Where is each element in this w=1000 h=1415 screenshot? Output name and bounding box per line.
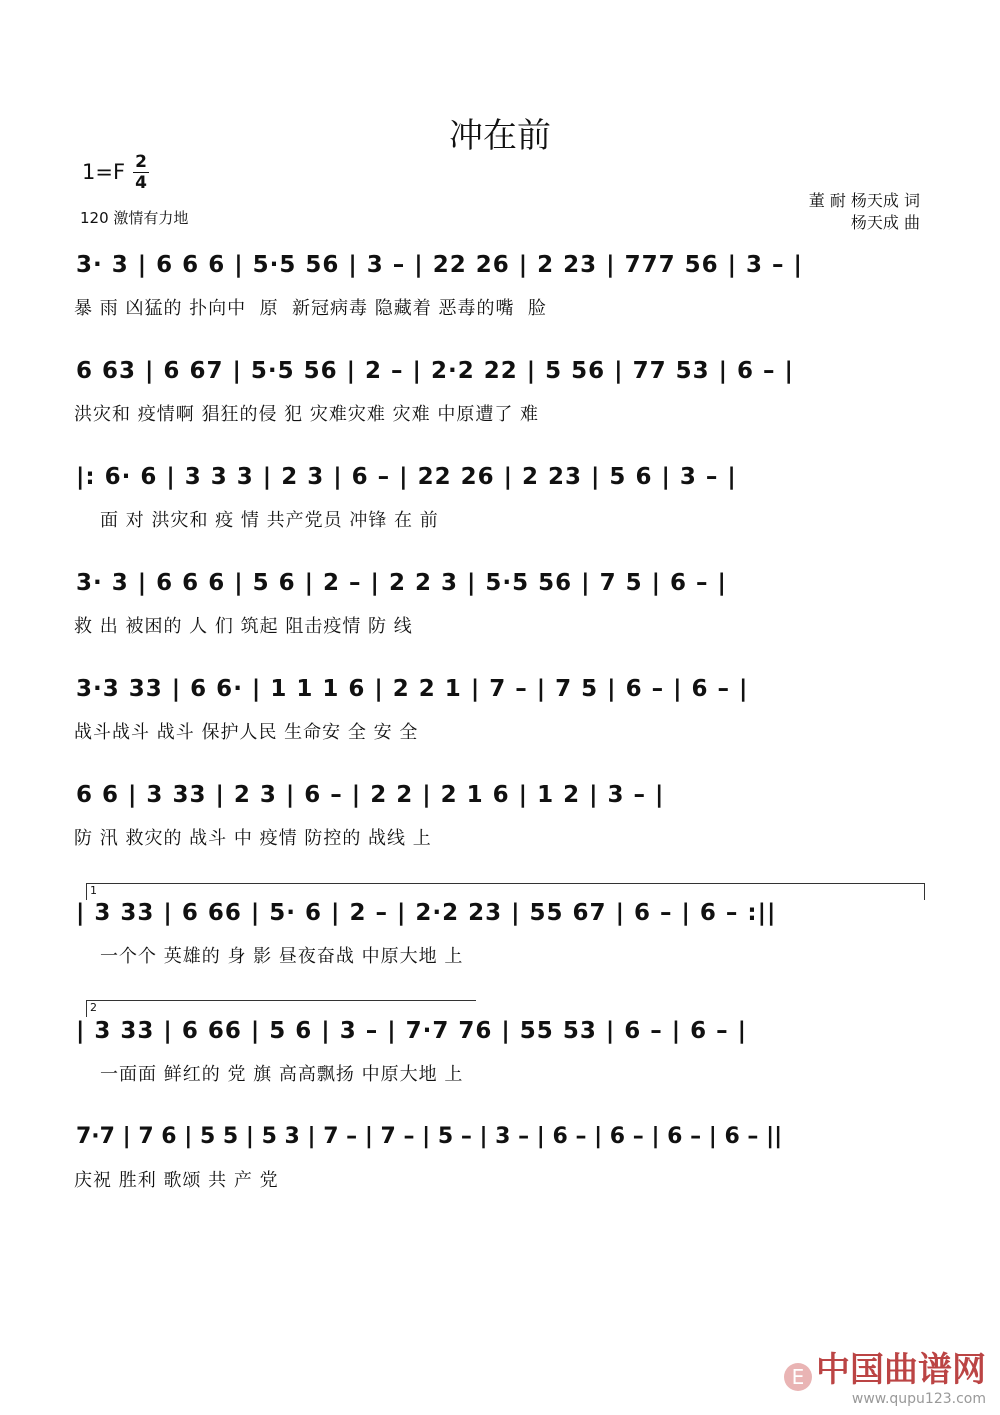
lyrics-line: 防 汛 救灾的 战斗 中 疫情 防控的 战线 上 (74, 828, 432, 849)
notation-line: 3· 3 | 6 6 6 | 5 6 | 2 – | 2 2 3 | 5·5 56 | 7 5 | 6 – | (76, 570, 727, 596)
time-signature-top: 2 (135, 152, 147, 172)
lyrics-line: 一个个 英雄的 身 影 昼夜奋战 中原大地 上 (100, 946, 464, 967)
lyrics-line: 一面面 鲜红的 党 旗 高高飘扬 中原大地 上 (100, 1064, 464, 1085)
notation-line: | 3 33 | 6 66 | 5 6 | 3 – | 7·7 76 | 55 53 | 6 – | 6 – | (76, 1018, 748, 1044)
lyrics-line: 面 对 洪灾和 疫 情 共产党员 冲锋 在 前 (100, 510, 439, 531)
composer-credit: 杨天成 曲 (850, 213, 920, 232)
lyrics-line: 庆祝 胜利 歌颂 共 产 党 (74, 1170, 279, 1191)
first-ending-bracket (86, 883, 925, 900)
tempo-marking: 120 激情有力地 (80, 209, 189, 227)
notation-line: 6 6 | 3 33 | 2 3 | 6 – | 2 2 | 2 1 6 | 1 2 | 3 – | (76, 782, 665, 808)
lyrics-line: 洪灾和 疫情啊 猖狂的侵 犯 灾难灾难 灾难 中原遭了 难 (74, 404, 540, 425)
watermark-url: www.qupu123.com (851, 1391, 986, 1407)
notation-line: 3· 3 | 6 6 6 | 5·5 56 | 3 – | 22 26 | 2 23 | 777 56 | 3 – | (76, 252, 803, 278)
volta-number: 2 (90, 1001, 97, 1014)
volta-number: 1 (90, 884, 97, 897)
lyricist-credit: 董 耐 杨天成 词 (808, 191, 920, 210)
watermark-logo: 中国曲谱网 (816, 1350, 986, 1390)
notation-line: 7·7 | 7 6 | 5 5 | 5 3 | 7 – | 7 – | 5 – | 3 – | 6 – | 6 – | 6 – | 6 – || (76, 1124, 783, 1149)
notation-line: 3·3 33 | 6 6· | 1 1 1 6 | 2 2 1 | 7 – | 7 5 | 6 – | 6 – | (76, 676, 749, 702)
notation-line: | 3 33 | 6 66 | 5· 6 | 2 – | 2·2 23 | 55 67 | 6 – | 6 – :|| (76, 900, 777, 926)
logo-icon: E (784, 1363, 812, 1391)
key-signature: 1=F (82, 160, 126, 184)
second-ending-bracket (86, 1000, 476, 1017)
notation-line: 6 63 | 6 67 | 5·5 56 | 2 – | 2·2 22 | 5 56 | 77 53 | 6 – | (76, 358, 794, 384)
song-title: 冲在前 (449, 116, 551, 156)
notation-line: |: 6· 6 | 3 3 3 | 2 3 | 6 – | 22 26 | 2 23 | 5 6 | 3 – | (76, 464, 737, 490)
site-watermark (784, 1342, 986, 1407)
time-signature (133, 153, 149, 192)
lyrics-line: 暴 雨 凶猛的 扑向中 原 新冠病毒 隐藏着 恶毒的嘴 脸 (74, 298, 547, 319)
lyrics-line: 战斗战斗 战斗 保护人民 生命安 全 安 全 (74, 722, 419, 743)
time-signature-bottom: 4 (135, 173, 147, 193)
lyrics-line: 救 出 被困的 人 们 筑起 阻击疫情 防 线 (74, 616, 413, 637)
